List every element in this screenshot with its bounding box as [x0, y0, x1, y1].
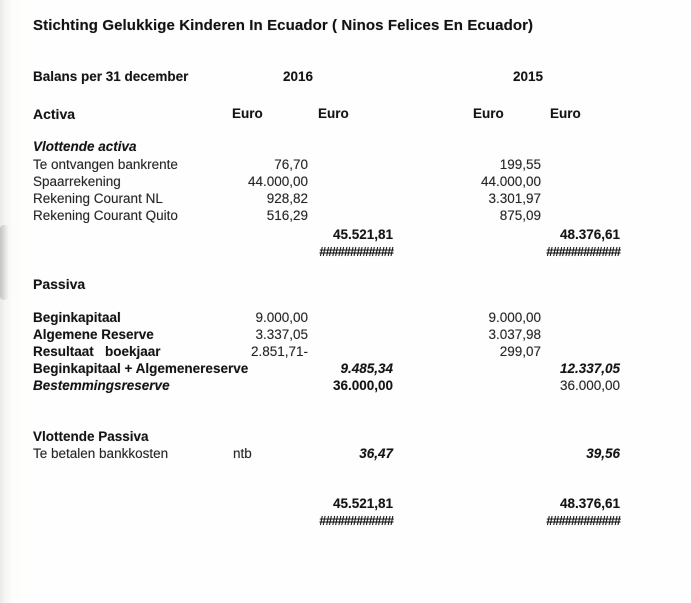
vlottende-passiva-header: Vlottende Passiva	[33, 429, 149, 444]
row-label: Te betalen bankkosten	[33, 446, 169, 461]
year-2016-label: 2016	[283, 69, 314, 84]
subtotal-2015: 12.337,05	[559, 361, 620, 376]
document-title: Stichting Gelukkige Kinderen In Ecuador ( Ninos Felices En Ecuador)	[33, 17, 534, 34]
hash-separator-2016: ############	[319, 245, 393, 259]
grand-total-row	[0, 497, 691, 514]
table-row-te-betalen-bankkosten	[0, 447, 691, 464]
vlottende-activa-header: Vlottende activa	[33, 139, 137, 154]
table-row-resultaat-boekjaar	[0, 345, 691, 362]
table-row-rekening-courant-quito	[0, 209, 691, 226]
value-2016: 44.000,00	[247, 174, 308, 189]
euro-header-2015-total: Euro	[550, 106, 581, 121]
table-row-beginkapitaal	[0, 311, 691, 328]
passiva-header-row	[0, 277, 691, 294]
table-row-rekening-courant-nl	[0, 192, 691, 209]
activa-header-row	[0, 107, 691, 124]
value-2016: 928,82	[266, 191, 308, 206]
value-2015: 3.037,98	[488, 327, 541, 342]
value-2016: 2.851,71-	[250, 344, 308, 359]
euro-header-2016-total: Euro	[318, 106, 349, 121]
bestemmingsreserve-2015: 36.000,00	[559, 378, 620, 393]
grand-total-2016: 45.521,81	[332, 496, 393, 511]
table-row-bestemmingsreserve	[0, 379, 691, 396]
value-2015: 44.000,00	[480, 174, 541, 189]
balans-year-row	[0, 70, 691, 87]
row-label: Rekening Courant NL	[33, 191, 163, 206]
row-label: Bestemmingsreserve	[33, 378, 170, 393]
euro-header-2015-detail: Euro	[473, 106, 504, 121]
passiva-header: Passiva	[33, 276, 86, 292]
value-2016: 3.337,05	[255, 327, 308, 342]
row-label: Resultaat boekjaar	[33, 344, 161, 359]
value-2015: 199,55	[499, 157, 541, 172]
activa-header: Activa	[33, 106, 76, 122]
table-row-algemene-reserve	[0, 328, 691, 345]
grand-total-separator-row	[0, 514, 691, 531]
row-label: Te ontvangen bankrente	[33, 157, 178, 172]
euro-header-2016-detail: Euro	[232, 106, 263, 121]
row-label: Rekening Courant Quito	[33, 208, 178, 223]
year-2015-label: 2015	[513, 69, 544, 84]
value-2016: 76,70	[274, 157, 308, 172]
value-2015: 39,56	[586, 446, 620, 461]
bestemmingsreserve-2016: 36.000,00	[332, 378, 393, 393]
value-2015: 299,07	[499, 344, 541, 359]
hash-separator-2016-bottom: ############	[319, 514, 393, 528]
grand-total-2015: 48.376,61	[559, 496, 620, 511]
row-label: Beginkapitaal	[33, 310, 121, 325]
table-row-bankrente	[0, 158, 691, 175]
row-label: Spaarrekening	[33, 174, 121, 189]
hash-separator-2015-bottom: ############	[546, 514, 620, 528]
value-2015: 9.000,00	[488, 310, 541, 325]
activa-total-row	[0, 228, 691, 245]
hash-separator-2015: ############	[546, 245, 620, 259]
row-label: Beginkapitaal + Algemenereserve	[33, 361, 249, 376]
activa-total-2015: 48.376,61	[559, 227, 620, 242]
value-2016: 36,47	[359, 446, 393, 461]
balans-label: Balans per 31 december	[33, 69, 189, 84]
activa-total-2016: 45.521,81	[332, 227, 393, 242]
table-row-spaarrekening	[0, 175, 691, 192]
vlottende-activa-header-row	[0, 140, 691, 157]
subtotal-2016: 9.485,34	[340, 361, 393, 376]
value-2015: 3.301,97	[488, 191, 541, 206]
table-row-beginkapitaal-plus-reserve	[0, 362, 691, 379]
value-2015: 875,09	[499, 208, 541, 223]
row-label: Algemene Reserve	[33, 327, 154, 342]
vlottende-passiva-header-row	[0, 430, 691, 447]
ntb-note: ntb	[233, 446, 252, 461]
value-2016: 9.000,00	[255, 310, 308, 325]
value-2016: 516,29	[266, 208, 308, 223]
activa-total-separator-row	[0, 245, 691, 262]
